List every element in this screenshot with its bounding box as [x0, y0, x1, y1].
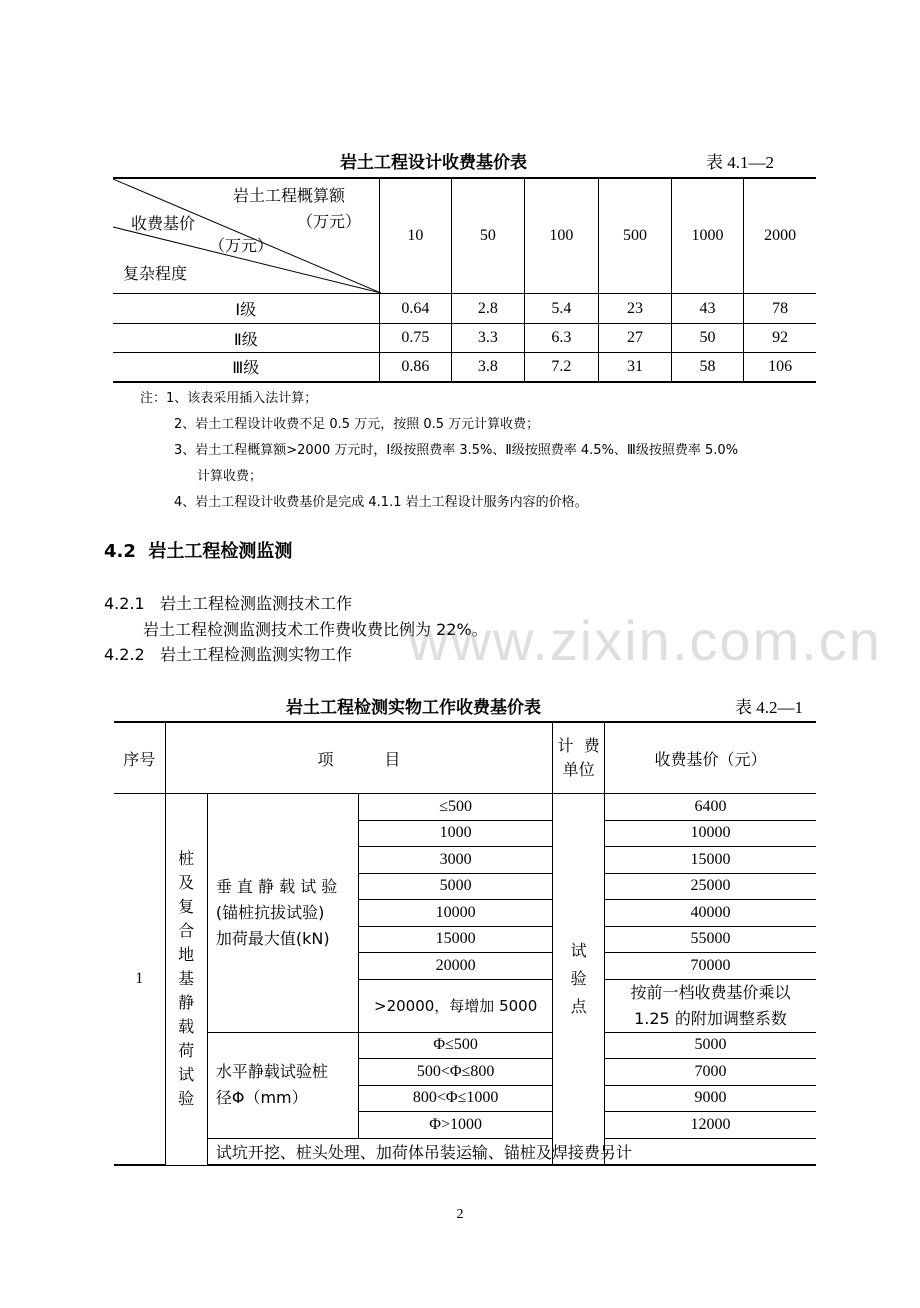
price-cell: 按前一档收费基价乘以 1.25 的附加调整系数: [604, 979, 816, 1032]
load-cell: 20000: [358, 953, 552, 980]
seq-cell: 1: [114, 794, 165, 1166]
table1-number: 表 4.1—2: [706, 153, 774, 172]
table-cell: 3.8: [452, 353, 525, 382]
table-cell: 50: [671, 324, 744, 353]
horizontal-test-line2: 径Φ（mm）: [215, 1088, 308, 1107]
page-number: 2: [456, 1207, 464, 1222]
table-cell: 5.4: [524, 294, 599, 324]
table1-title: 岩土工程设计收费基价表: [340, 153, 527, 173]
vertical-test-line3: 加荷最大值(kN): [215, 928, 330, 948]
table-row: [113, 294, 816, 324]
header-price: 收费基价（元）: [604, 722, 816, 794]
diag-bottom-label: 复杂程度: [123, 264, 188, 283]
vertical-test-line1: 垂 直 静 载 试 验: [215, 876, 338, 896]
price-cell: 9000: [604, 1085, 816, 1112]
table-row: [113, 324, 816, 353]
subsection-4-2-1: 4.2.1 岩土工程检测监测技术工作: [104, 594, 352, 613]
table-cell: 0.75: [379, 324, 452, 353]
table-cell: 43: [671, 294, 744, 324]
load-cell: 5000: [358, 873, 552, 900]
note-line: 3、岩土工程概算额>2000 万元时，Ⅰ级按照费率 3.5%、Ⅱ级按照费率 4.5%、Ⅲ级按照费率 5.0%: [174, 443, 739, 458]
table-cell: 27: [599, 324, 672, 353]
load-cell: 1000: [358, 820, 552, 847]
price-cell: 7000: [604, 1059, 816, 1086]
table-row: [114, 1138, 816, 1165]
table-row: [114, 1032, 816, 1059]
unit-text: 试验点: [570, 941, 587, 1016]
watermark: www.zixin.com.cn: [408, 609, 882, 672]
load-cell: Φ≤500: [358, 1032, 552, 1059]
load-cell: 15000: [358, 926, 552, 953]
table-cell: 0.64: [379, 294, 452, 324]
note-line: 4、岩土工程设计收费基价是完成 4.1.1 岩土工程设计服务内容的价格。: [174, 495, 588, 510]
note-line: 2、岩土工程设计收费不足 0.5 万元，按照 0.5 万元计算收费；: [174, 417, 540, 432]
table-cell: 0.86: [379, 353, 452, 382]
price-cell: 70000: [604, 953, 816, 980]
price-cell: 5000: [604, 1032, 816, 1059]
load-cell: 800<Φ≤1000: [358, 1085, 552, 1112]
col-header: 50: [452, 178, 525, 294]
load-cell: >20000，每增加 5000: [358, 979, 552, 1032]
col-header: 1000: [671, 178, 744, 294]
price-cell: 25000: [604, 873, 816, 900]
load-cell: 10000: [358, 900, 552, 927]
header-unit-line2: 单位: [562, 760, 595, 779]
table-cell: 6.3: [524, 324, 599, 353]
subsection-4-2-1-text: 岩土工程检测监测技术工作费收费比例为 22%。: [143, 620, 488, 639]
table-row: [113, 353, 816, 382]
table2-title: 岩土工程检测实物工作收费基价表: [286, 698, 541, 718]
horizontal-test-label: [207, 1032, 358, 1138]
inspection-fee-table: [114, 721, 816, 1166]
table-cell: 31: [599, 353, 672, 382]
load-cell: Φ>1000: [358, 1112, 552, 1139]
diag-top-unit: （万元）: [297, 212, 362, 231]
price-cell: 12000: [604, 1112, 816, 1139]
note-line: 注：1、该表采用插入法计算；: [140, 391, 318, 406]
table1-caption: [0, 148, 920, 173]
vertical-test-label: [207, 794, 358, 1033]
col-header: 2000: [744, 178, 816, 294]
diagonal-header-cell: [113, 178, 379, 294]
table-header-row: [114, 722, 816, 794]
table-cell: 92: [744, 324, 816, 353]
design-fee-table: [113, 177, 816, 383]
load-cell: 500<Φ≤800: [358, 1059, 552, 1086]
price-cell: 6400: [604, 794, 816, 821]
col-header: 500: [599, 178, 672, 294]
diag-mid-label: 收费基价: [131, 214, 196, 233]
table2-number: 表 4.2—1: [735, 698, 803, 717]
category-text: 桩及复合地基静载荷试验: [178, 849, 195, 1109]
table-cell: 78: [744, 294, 816, 324]
table-cell: 106: [744, 353, 816, 382]
row-label: Ⅱ级: [113, 324, 379, 353]
price-cell: 55000: [604, 926, 816, 953]
table-cell: 58: [671, 353, 744, 382]
table-cell: 3.3: [452, 324, 525, 353]
subsection-4-2-2: 4.2.2 岩土工程检测监测实物工作: [104, 645, 352, 664]
table1-notes: [140, 386, 738, 516]
table-cell: 2.8: [452, 294, 525, 324]
vertical-test-line2: (锚桩抗拔试验): [215, 902, 325, 922]
header-unit: [553, 722, 605, 794]
footer-note: 试坑开挖、桩头处理、加荷体吊装运输、锚桩及焊接费另计: [207, 1138, 816, 1165]
category-cell: [165, 794, 207, 1166]
row-label: Ⅰ级: [113, 294, 379, 324]
note-line: 计算收费；: [197, 469, 263, 484]
col-header: 10: [379, 178, 452, 294]
col-header: 100: [524, 178, 599, 294]
load-cell: 3000: [358, 847, 552, 874]
price-cell: 10000: [604, 820, 816, 847]
diag-top-label: 岩土工程概算额: [233, 186, 346, 205]
row-label: Ⅲ级: [113, 353, 379, 382]
load-cell: ≤500: [358, 794, 552, 821]
table-cell: 23: [599, 294, 672, 324]
price-cell: 40000: [604, 900, 816, 927]
price-cell: 15000: [604, 847, 816, 874]
diag-mid-unit: （万元）: [209, 236, 274, 255]
table-cell: 7.2: [524, 353, 599, 382]
unit-cell: [553, 794, 605, 1166]
table-row: [114, 794, 816, 821]
section-heading: 4.2 岩土工程检测监测: [104, 541, 293, 562]
header-unit-line1: 计 费: [557, 736, 600, 755]
header-seq: 序号: [114, 722, 165, 794]
horizontal-test-line1: 水平静载试验桩: [215, 1062, 328, 1081]
header-item: 项 目: [165, 722, 553, 794]
